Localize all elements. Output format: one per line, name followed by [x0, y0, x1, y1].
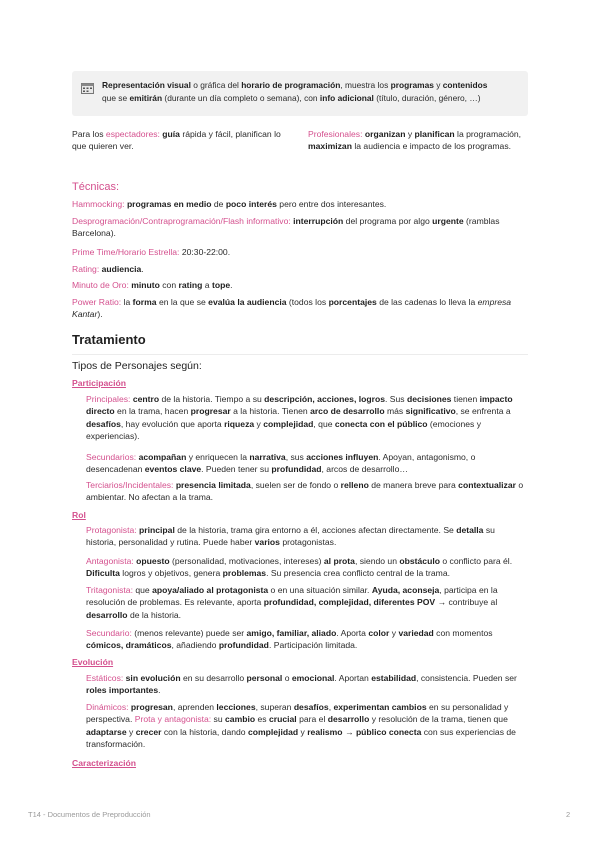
- tecnicas-heading: Técnicas:: [72, 181, 120, 193]
- text-segment: personal: [246, 673, 283, 683]
- text-segment: y resolución de la trama, tienen que: [369, 714, 508, 725]
- text-segment: . Apoyan, antagonismo, o desencadenan: [86, 452, 476, 475]
- text-segment: arco de desarrollo: [310, 406, 385, 417]
- text-segment: estabilidad: [371, 673, 417, 683]
- hammocking-item: Hammocking: programas en medio de poco interés pero entre dos interesantes.: [72, 199, 387, 209]
- text-segment: Secundarios:: [86, 452, 137, 462]
- text-segment: apoya/aliado al protagonista: [152, 585, 269, 595]
- text-segment: . Pueden tener su: [201, 464, 272, 475]
- text-segment: conecta con el público: [334, 418, 428, 429]
- text-segment: eventos clave: [144, 464, 202, 475]
- text-segment: contextualizar: [458, 480, 516, 490]
- text-segment: cómicos, dramáticos: [86, 640, 172, 651]
- text-segment: profundidad: [271, 464, 322, 475]
- text-segment: desarrollo: [327, 714, 370, 725]
- antagonista-item: [86, 555, 526, 580]
- protagonista-item: [86, 524, 526, 549]
- text-segment: de la historia. Tiempo a su: [159, 394, 265, 404]
- text-segment: variedad: [398, 628, 434, 638]
- text-segment: Secundario:: [86, 628, 132, 638]
- estaticos-item: [86, 672, 526, 697]
- tratamiento-heading: Tratamiento: [72, 331, 528, 355]
- text-segment: y enriquecen la: [186, 452, 250, 462]
- text-segment: profundidad, complejidad, diferentes POV: [263, 597, 436, 608]
- text-segment: relleno: [340, 480, 369, 490]
- text-segment: adaptarse: [86, 726, 127, 737]
- text-segment: en la trama, hacen: [114, 406, 191, 417]
- rating-item: Rating: audiencia.: [72, 264, 144, 274]
- text-segment: Dinámicos:: [86, 702, 129, 712]
- text-segment: su: [211, 714, 226, 725]
- text-segment: complejidad: [247, 726, 299, 737]
- text-segment: . Aportan: [334, 673, 372, 683]
- prime-time-item: Prime Time/Horario Estrella: 20:30-22:00.: [72, 247, 231, 257]
- caracterizacion-heading: Caracterización: [72, 758, 137, 768]
- text-segment: y: [254, 418, 264, 429]
- text-segment: lecciones: [216, 702, 256, 712]
- text-segment: .: [158, 685, 161, 696]
- text-segment: . Sus: [385, 394, 407, 404]
- principales-item: [86, 393, 526, 443]
- page-number: 2: [566, 810, 571, 819]
- text-segment: Ayuda, aconseja: [371, 585, 440, 595]
- power-ratio-item: Power Ratio: la forma en la que se evalúa la audiencia (todos los porcentajes de las cadenas lo lleva la empresa Kantar).: [72, 297, 512, 320]
- text-segment: tienen: [451, 394, 480, 404]
- text-segment: , que: [313, 418, 335, 429]
- text-segment: o: [282, 673, 292, 683]
- text-segment: , sus: [285, 452, 307, 462]
- text-segment: es: [255, 714, 269, 725]
- text-segment: , superan: [255, 702, 294, 712]
- calendar-icon: [81, 83, 94, 94]
- text-segment: desafíos: [86, 418, 121, 429]
- espectadores-text: Para los espectadores: guía rápida y fácil, planifican lo que quieren ver.: [72, 129, 281, 152]
- text-segment: narrativa: [249, 452, 286, 462]
- terciarios-item: [86, 479, 526, 504]
- text-segment: progresar: [190, 406, 231, 417]
- text-segment: Principales:: [86, 394, 131, 404]
- text-segment: de la historia.: [127, 609, 182, 620]
- text-segment: significativo: [405, 406, 456, 417]
- text-segment: progresan: [130, 702, 173, 712]
- text-segment: o conflicto para él.: [439, 556, 513, 566]
- text-segment: ,: [328, 702, 334, 712]
- text-segment: problemas: [222, 568, 267, 579]
- text-segment: desarrollo: [86, 609, 128, 620]
- text-segment: obstáculo: [399, 556, 440, 566]
- text-segment: para el: [296, 714, 328, 725]
- text-segment: . Participación limitada.: [268, 640, 358, 651]
- text-segment: acciones influyen: [306, 452, 379, 462]
- text-segment: →: [342, 726, 356, 737]
- text-segment: Protagonista:: [86, 525, 137, 535]
- text-segment: riqueza: [224, 418, 255, 429]
- callout-box: [72, 71, 528, 116]
- text-segment: y: [298, 726, 308, 737]
- text-segment: , arcos de desarrollo…: [321, 464, 408, 475]
- text-segment: , se enfrenta a: [455, 406, 511, 417]
- text-segment: con momentos: [433, 628, 493, 638]
- text-segment: , aprenden: [172, 702, 217, 712]
- text-segment: sin evolución: [125, 673, 181, 683]
- text-segment: protagonistas.: [279, 537, 337, 548]
- secundario-item: [86, 627, 526, 652]
- evolucion-heading: Evolución: [72, 657, 114, 667]
- callout-text: Representación visual o gráfica del horario de programación, muestra los programas y contenidos que se emitirán (durante un día completo o semana), con info adicional (título, duración, género, …): [102, 80, 488, 103]
- text-segment: al prota: [323, 556, 355, 566]
- text-segment: (emociones y experiencias).: [86, 418, 482, 442]
- text-segment: profundidad: [218, 640, 269, 651]
- text-segment: Prota y antagonista:: [134, 714, 212, 725]
- text-segment: , consistencia. Pueden ser: [416, 673, 517, 683]
- text-segment: Terciarios/Incidentales:: [86, 480, 174, 490]
- text-segment: cambio: [225, 714, 256, 725]
- text-segment: emocional: [291, 673, 335, 683]
- text-segment: . Aporta: [336, 628, 369, 638]
- text-segment: , participa en la resolución de problemas. Es relevante, aporta: [86, 585, 498, 608]
- minuto-oro-item: Minuto de Oro: minuto con rating a tope.: [72, 280, 233, 290]
- text-segment: decisiones: [407, 394, 452, 404]
- text-segment: opuesto: [136, 556, 170, 566]
- tritagonista-item: [86, 584, 526, 621]
- text-segment: desafíos: [293, 702, 329, 712]
- text-segment: . Su presencia crea conflicto central de la trama.: [266, 568, 450, 579]
- text-segment: público conecta: [355, 726, 422, 737]
- text-segment: crecer: [135, 726, 162, 737]
- text-segment: Dificulta: [86, 568, 120, 579]
- text-segment: realismo: [307, 726, 343, 737]
- text-segment: crucial: [268, 714, 297, 725]
- text-segment: de la historia, trama gira entorno a él, acciones afectan directamente. Se: [174, 525, 457, 535]
- text-segment: y: [389, 628, 399, 638]
- text-segment: amigo, familiar, aliado: [246, 628, 337, 638]
- text-segment: logros y objetivos, genera: [119, 568, 223, 579]
- text-segment: Antagonista:: [86, 556, 134, 566]
- text-segment: → contribuye al: [435, 597, 498, 608]
- text-segment: o ambientar. No afectan a la trama.: [86, 480, 524, 503]
- text-segment: que: [132, 585, 153, 595]
- footer-title: T14 - Documentos de Preproducción: [28, 810, 151, 819]
- text-segment: a la historia. Tienen: [230, 406, 311, 417]
- desprogramacion-item: Desprogramación/Contraprogramación/Flash informativo: interrupción del programa por algo urgente (ramblas Barcelona).: [72, 216, 500, 239]
- text-segment: , hay evolución que aporta: [120, 418, 225, 429]
- tipos-personajes-heading: Tipos de Personajes según:: [72, 360, 202, 372]
- text-segment: presencia limitada: [175, 480, 251, 490]
- text-segment: Estáticos:: [86, 673, 124, 683]
- participacion-heading: Participación: [72, 378, 126, 388]
- text-segment: complejidad: [263, 418, 314, 429]
- text-segment: más: [384, 406, 406, 417]
- text-segment: y: [126, 726, 136, 737]
- dinamicos-item: [86, 701, 526, 751]
- text-segment: acompañan: [138, 452, 187, 462]
- text-segment: su historia, personalidad y rutina. Puede haber: [86, 525, 495, 548]
- rol-heading: Rol: [72, 510, 86, 520]
- text-segment: en su personalidad y perspectiva.: [86, 702, 509, 725]
- text-segment: o en una situación similar.: [268, 585, 372, 595]
- text-segment: principal: [139, 525, 175, 535]
- text-segment: centro: [132, 394, 160, 404]
- text-segment: de manera breve para: [368, 480, 459, 490]
- text-segment: descripción, acciones, logros: [264, 394, 386, 404]
- text-segment: (menos relevante) puede ser: [131, 628, 247, 638]
- text-segment: roles importantes: [86, 685, 159, 696]
- secundarios-item: [86, 451, 526, 476]
- text-segment: color: [368, 628, 390, 638]
- text-segment: detalla: [456, 525, 484, 535]
- text-segment: Tritagonista:: [86, 585, 133, 595]
- text-segment: , siendo un: [354, 556, 400, 566]
- text-segment: con la historia, dando: [161, 726, 248, 737]
- text-segment: , añadiendo: [171, 640, 219, 651]
- text-segment: varios: [254, 537, 280, 548]
- text-segment: , suelen ser de fondo o: [250, 480, 341, 490]
- text-segment: en su desarrollo: [180, 673, 247, 683]
- text-segment: experimentan cambios: [333, 702, 427, 712]
- text-segment: con sus experiencias de transformación.: [86, 726, 516, 750]
- text-segment: (personalidad, motivaciones, intereses): [169, 556, 324, 566]
- text-segment: impacto directo: [86, 394, 513, 417]
- profesionales-text: Profesionales: organizan y planifican la programación, maximizan la audiencia e impacto de los programas.: [308, 129, 522, 152]
